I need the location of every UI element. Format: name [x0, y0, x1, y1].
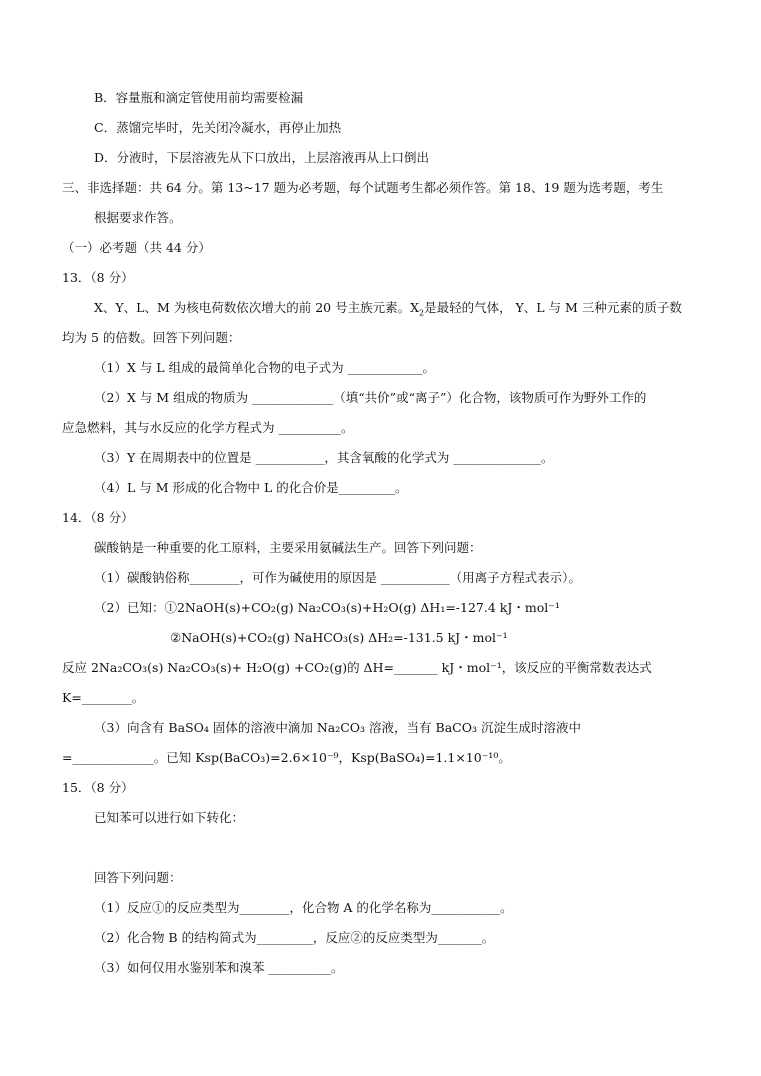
q14-reaction: 反应 2Na₂CO₃(s) Na₂CO₃(s)+ H₂O(g) +CO₂(g)的 ΔH=_______ kJ・mol⁻¹，该反应的平衡常数表达式: [62, 660, 652, 675]
q13-stem-line1: [94, 300, 682, 316]
q13-stem-line2: 均为 5 的倍数。回答下列问题：: [62, 330, 241, 345]
option-d: D．分液时，下层溶液先从下口放出，上层溶液再从上口倒出: [94, 150, 430, 165]
q14-stem: 碳酸钠是一种重要的化工原料，主要采用氨碱法生产。回答下列问题：: [94, 540, 482, 555]
q13-part3: （3）Y 在周期表中的位置是 ___________，其含氧酸的化学式为 ______________。: [94, 450, 554, 465]
q14-equation2: ②NaOH(s)+CO₂(g) NaHCO₃(s) ΔH₂=-131.5 kJ・mol⁻¹: [170, 630, 508, 645]
option-b: B．容量瓶和滴定管使用前均需要检漏: [94, 90, 304, 105]
q14-part1: （1）碳酸钠俗称________，可作为碱使用的原因是 ___________（用离子方程式表示）。: [94, 570, 581, 585]
required-heading: （一）必考题（共 44 分）: [62, 240, 211, 255]
q14-part3-cont: =_____________。已知 Ksp(BaCO₃)=2.6×10⁻⁹，Ksp(BaSO₄)=1.1×10⁻¹⁰。: [62, 750, 511, 765]
q13-part2-cont: 应急燃料，其与水反应的化学方程式为 __________。: [62, 420, 354, 435]
q13-part2: （2）X 与 M 组成的物质为 _____________（填“共价”或“离子”）化合物，该物质可作为野外工作的: [94, 390, 647, 405]
q15-stem: 已知苯可以进行如下转化：: [94, 810, 245, 825]
q15-ask: 回答下列问题：: [94, 870, 182, 885]
q14-equilibrium-k: K=________。: [62, 690, 145, 705]
section3-heading-cont: 根据要求作答。: [94, 210, 182, 225]
q13-stem-subscript: 2: [418, 308, 425, 318]
q13-stem-part1: X、Y、L、M 为核电荷数依次增大的前 20 号主族元素。X: [94, 300, 419, 315]
q15-part1: （1）反应①的反应类型为________，化合物 A 的化学名称为___________。: [94, 900, 513, 915]
q13-part4: （4）L 与 M 形成的化合物中 L 的化合价是_________。: [94, 480, 408, 495]
q13-stem-part2: 是最轻的气体， Y、L 与 M 三种元素的质子数: [424, 300, 682, 315]
q14-number: 14．（8 分）: [62, 510, 134, 525]
q14-part3: （3）向含有 BaSO₄ 固体的溶液中滴加 Na₂CO₃ 溶液，当有 BaCO₃ 沉淀生成时溶液中: [94, 720, 581, 735]
q14-equation1: （2）已知：①2NaOH(s)+CO₂(g) Na₂CO₃(s)+H₂O(g) ΔH₁=-127.4 kJ・mol⁻¹: [94, 600, 560, 615]
section3-heading: 三、非选择题：共 64 分。第 13~17 题为必考题，每个试题考生都必须作答。第 18、19 题为选考题，考生: [62, 180, 664, 195]
q13-part1: （1）X 与 L 组成的最简单化合物的电子式为 ____________。: [94, 360, 436, 375]
q15-part2: （2）化合物 B 的结构简式为_________，反应②的反应类型为_______。: [94, 930, 495, 945]
q13-number: 13．（8 分）: [62, 270, 134, 285]
option-c: C．蒸馏完毕时，先关闭冷凝水，再停止加热: [94, 120, 342, 135]
q15-part3: （3）如何仅用水鉴别苯和溴苯 __________。: [94, 960, 344, 975]
q15-number: 15．（8 分）: [62, 780, 134, 795]
